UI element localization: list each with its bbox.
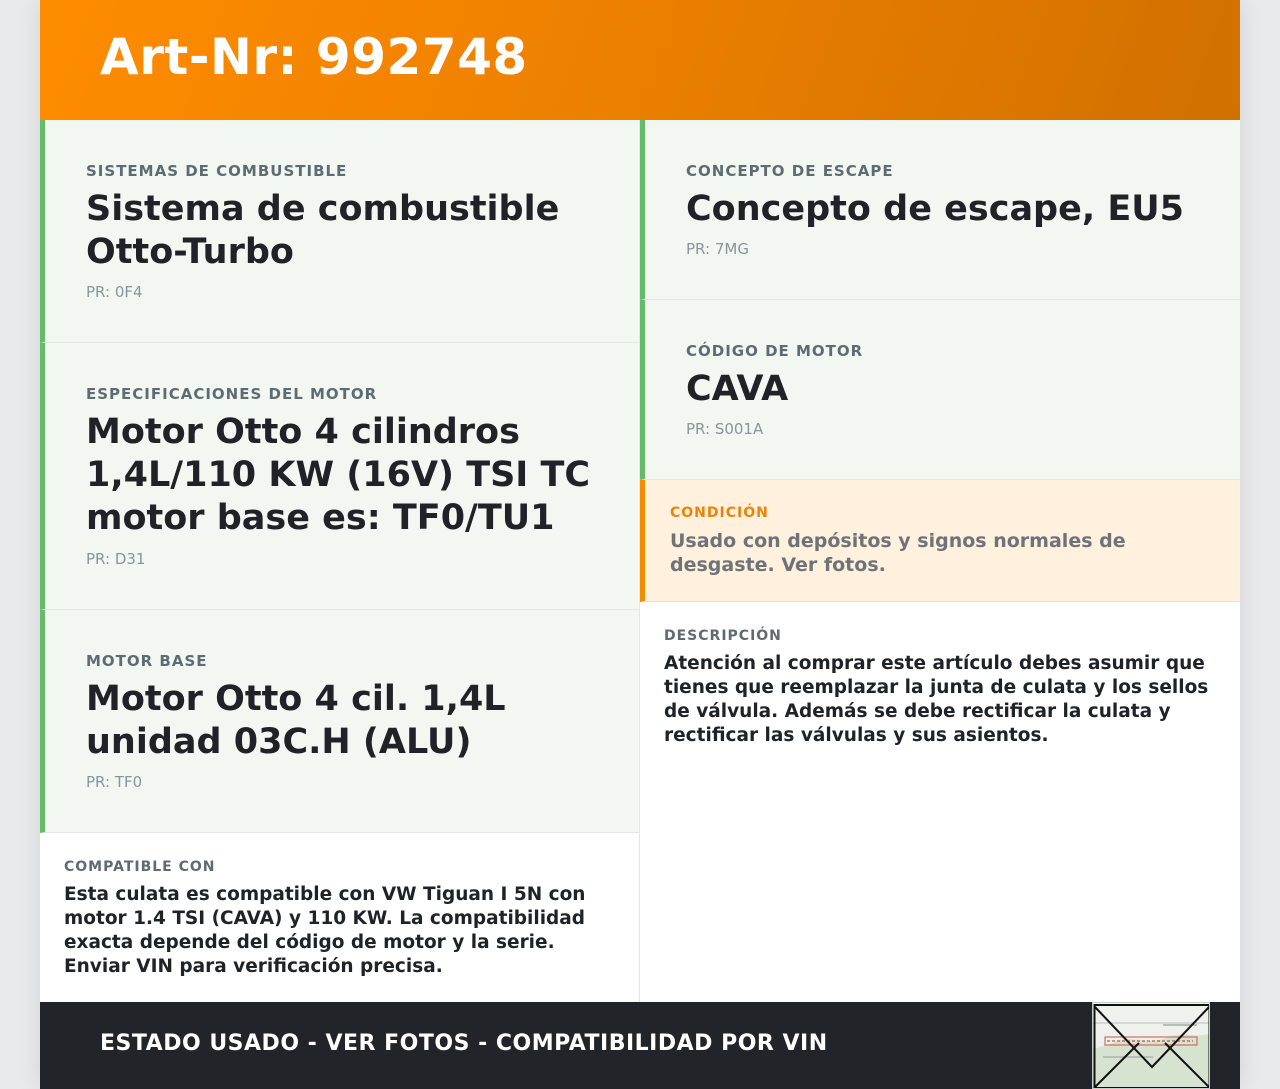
description-text: Atención al comprar este artículo debes asumir que tienes que reemplazar la junta de culata y los sellos de válvula. Además se debe rectificar la culata y rectificar las válvulas y sus asientos. — [664, 653, 1209, 746]
condition-card — [640, 480, 1240, 602]
right-column — [640, 120, 1240, 802]
spec-value: Concepto de escape, EU5 — [686, 189, 1185, 229]
spec-card-engine-specs — [40, 343, 639, 610]
spec-card-exhaust — [640, 120, 1240, 300]
spec-pr-code: PR: S001A — [686, 420, 764, 438]
document-photo-icon[interactable] — [1092, 1002, 1210, 1089]
product-sheet — [40, 0, 1240, 1089]
left-column — [40, 120, 639, 1002]
description-section — [640, 602, 1240, 802]
compatible-label: COMPATIBLE CON — [64, 859, 216, 875]
spec-label: MOTOR BASE — [86, 652, 208, 670]
condition-label: CONDICIÓN — [670, 505, 769, 521]
footer-text: ESTADO USADO - VER FOTOS - COMPATIBILIDAD POR VIN — [100, 1031, 828, 1056]
condition-text: Usado con depósitos y signos normales de desgaste. Ver fotos. — [670, 530, 1126, 576]
spec-value: CAVA — [686, 369, 789, 409]
compatible-text: Esta culata es compatible con VW Tiguan I 5N con motor 1.4 TSI (CAVA) y 110 KW. La compatibilidad exacta depende del código de motor y la serie. Enviar VIN para verificación precisa. — [64, 884, 586, 977]
spec-value: Motor Otto 4 cilindros 1,4L/110 KW (16V) TSI TC motor base es: TF0/TU1 — [86, 412, 591, 538]
spec-value: Sistema de combustible Otto-Turbo — [86, 189, 560, 272]
spec-label: CONCEPTO DE ESCAPE — [686, 162, 894, 180]
spec-card-engine-code — [640, 300, 1240, 480]
footer-bar — [40, 1002, 1240, 1089]
spec-pr-code: PR: TF0 — [86, 773, 143, 791]
document-photo-graphic — [1093, 1003, 1210, 1089]
article-number-title: Art-Nr: 992748 — [100, 28, 528, 86]
spec-card-fuel-system — [40, 120, 639, 343]
spec-label: ESPECIFICACIONES DEL MOTOR — [86, 385, 378, 403]
spec-card-base-engine — [40, 610, 639, 833]
spec-value: Motor Otto 4 cil. 1,4L unidad 03C.H (ALU) — [86, 679, 506, 762]
spec-label: CÓDIGO DE MOTOR — [686, 342, 864, 360]
description-label: DESCRIPCIÓN — [664, 628, 782, 644]
spec-pr-code: PR: D31 — [86, 550, 146, 568]
header-bar — [40, 0, 1240, 120]
spec-pr-code: PR: 0F4 — [86, 283, 143, 301]
spec-label: SISTEMAS DE COMBUSTIBLE — [86, 162, 348, 180]
compatible-section — [40, 833, 639, 1002]
spec-pr-code: PR: 7MG — [686, 240, 749, 258]
